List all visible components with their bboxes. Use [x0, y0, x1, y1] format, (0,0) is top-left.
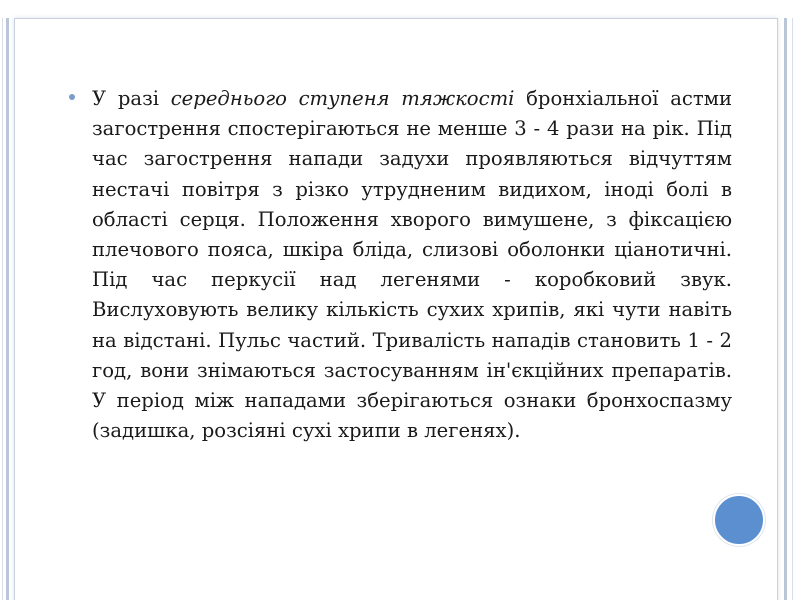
body-paragraph: [92, 84, 732, 446]
right-outer-rule: [792, 18, 793, 600]
bullet-dot-icon: [69, 94, 75, 100]
paragraph-lead: У разі: [92, 87, 171, 110]
left-border-bar: [6, 18, 9, 600]
decorative-circle-icon: [713, 494, 765, 546]
paragraph-emphasis: середнього ступеня тяжкості: [170, 87, 515, 110]
paragraph-body: бронхіальної астми загострення спостерігаються не менше 3 - 4 рази на рік. Під час загострення напади задухи проявляються відчуттям нестачі повітря з різко утрудненим видихом, іноді болі в області серця. Положення хворого вимушене, з фіксацією плечового пояса, шкіра бліда, слизові оболонки ціанотичні. Під час перкусії над легенями - коробковий звук. Вислуховують велику кількість сухих хрипів, які чути навіть на відстані. Пульс частий. Тривалість нападів становить 1 - 2 год, вони знімаються застосуванням ін'єкційних препаратів. У період між нападами зберігаються ознаки бронхоспазму (задишка, розсіяні сухі хрипи в легенях).: [92, 87, 733, 443]
left-outer-rule: [2, 18, 3, 600]
right-border-bar: [784, 18, 787, 600]
